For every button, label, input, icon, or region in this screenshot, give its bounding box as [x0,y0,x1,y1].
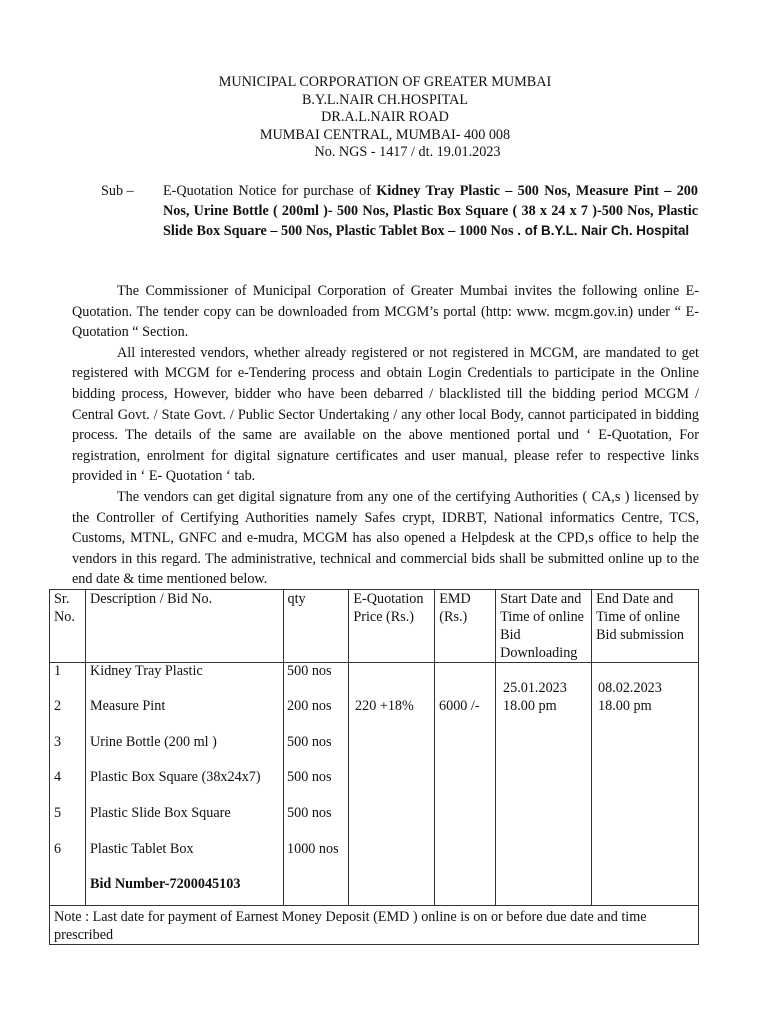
row-5-qty: 500 nos [287,805,332,821]
row-5-sr: 5 [54,805,62,821]
end-time: 18.00 pm [598,698,652,714]
letterhead [0,74,770,162]
org-name: MUNICIPAL CORPORATION OF GREATER MUMBAI [218,74,552,90]
emd-amount: 6000 /- [439,698,480,714]
header-start-date: Start Date and Time of online Bid Downloading [496,590,592,663]
paragraph-intro: The Commissioner of Municipal Corporation of Greater Mumbai invites the following online E-Quotation. The tender copy can be downloaded from MCGM’s portal (http: www. mcgm.gov.in) under “ E-Quotation “ Section. [72,283,699,341]
hospital-name: B.Y.L.NAIR CH.HOSPITAL [301,91,469,108]
row-2-sr: 2 [54,698,62,714]
bid-number: Bid Number-7200045103 [90,876,241,892]
header-sr-no: Sr. No. [50,590,86,663]
row-6-qty: 1000 nos [287,841,339,857]
row-6-desc: Plastic Tablet Box [90,841,194,857]
start-time: 18.00 pm [503,698,557,714]
row-2-desc: Measure Pint [90,698,166,714]
row-1-sr: 1 [54,663,62,679]
row-1-qty: 500 nos [287,663,332,679]
row-3-desc: Urine Bottle (200 ml ) [90,734,217,750]
end-date: 08.02.2023 [598,680,662,696]
table-header-row [50,590,699,663]
subject-suffix: . of B.Y.L. Nair Ch. Hospital [513,223,690,238]
subject-label: Sub – [101,183,134,199]
row-3-qty: 500 nos [287,734,332,750]
header-price: E-Quotation Price (Rs.) [349,590,435,663]
note-text: Note : Last date for payment of Earnest Money Deposit (EMD ) online is on or before due date and time prescribed [50,906,699,945]
notice-body [72,281,699,590]
road-name: DR.A.L.NAIR ROAD [321,109,449,125]
row-5-desc: Plastic Slide Box Square [90,805,231,821]
row-6-sr: 6 [54,841,62,857]
header-emd: EMD (Rs.) [435,590,496,663]
note-row [50,906,699,945]
subject-text [163,181,698,241]
header-end-date: End Date and Time of online Bid submission [592,590,699,663]
subject-prefix: E-Quotation Notice for purchase of [163,183,377,199]
row-4-qty: 500 nos [287,769,332,785]
header-description: Description / Bid No. [85,590,283,663]
row-1-desc: Kidney Tray Plastic [90,663,203,679]
row-4-sr: 4 [54,769,62,785]
city-address: MUMBAI CENTRAL, MUMBAI- 400 008 [259,126,511,143]
row-3-sr: 3 [54,734,62,750]
subject-items: Kidney Tray Plastic – 500 Nos, Measure Pint – 200 Nos, Urine Bottle ( 200ml )- 500 Nos, Plastic Box Square ( 38 x 24 x 7 )-500 Nos, Plastic Slide Box Square – 500 Nos, Plastic Tablet Box – 1000 Nos [163,183,698,239]
row-4-desc: Plastic Box Square (38x24x7) [90,769,261,785]
paragraph-registration: All interested vendors, whether already registered or not registered in MCGM, are mandated to get registered with MCGM for e-Tendering process and obtain Login Credentials to participate in the Online bidding process, However, bidder who have been debarred / blacklisted till the bidding period MCGM / Central Govt. / State Govt. / Public Sector Undertaking / any other local Body, cannot participated in bidding process. The details of the same are available on the above mentioned portal und ‘ E-Quotation, For registration, enrolment for digital signature certificates and user manual, please refer to respective links provided in ‘ E- Quotation ‘ tab. [72,344,699,485]
reference-number: No. NGS - 1417 / dt. 19.01.2023 [314,144,501,160]
quotation-price: 220 +18% [355,698,414,714]
paragraph-digital-signature: The vendors can get digital signature from any one of the certifying Authorities ( CA,s ) licensed by the Controller of Certifying Authorities namely Safes crypt, IDRBT, National informatics Centre, TCS, Customs, MTNL, GNFC and e-mudra, MCGM has also opened a Helpdesk at the CPD,s office to help the vendors in this regard. The administrative, technical and commercial bids shall be submitted online up to the end date & time mentioned below. [72,488,699,588]
row-2-qty: 200 nos [287,698,332,714]
header-qty: qty [283,590,349,663]
start-date: 25.01.2023 [503,680,567,696]
